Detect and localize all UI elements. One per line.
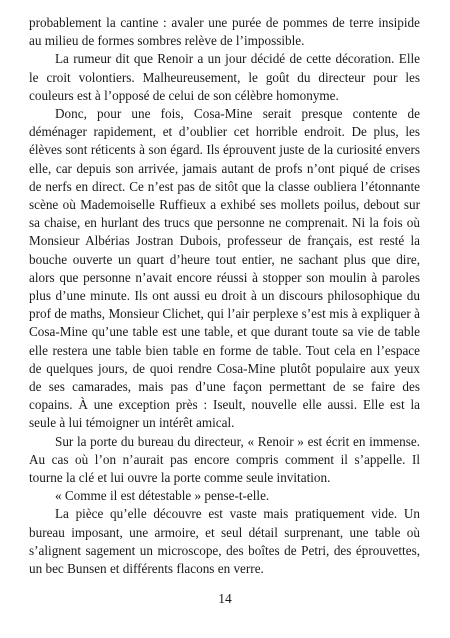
- page-number: 14: [218, 591, 232, 606]
- paragraph-pensee: « Comme il est détestable » pense-t-elle.: [55, 488, 270, 504]
- body-text: [29, 14, 420, 578]
- paragraph-porte: Sur la porte du bureau du directeur, « Renoir » est écrit en immense. Au cas où l’on n’aurait pas encore compris comment il s’appelle. Il tourne la clé et lui ouvre la porte comme seule invitation.: [29, 433, 420, 486]
- paragraph-rumeur: La rumeur dit que Renoir a un jour décidé de cette décoration. Elle le croit volontiers. Malheureusement, le goût du directeur pour les couleurs est à l’opposé de celui de son célèbre homonyme.: [29, 51, 420, 103]
- paragraph-donc: Donc, pour une fois, Cosa-Mine serait presque contente de déménager rapidement, et d’oublier cet horrible endroit. De plus, les élèves sont réticents à son égard. Ils éprouvent juste de la curiosité envers elle, car depuis son arrivée, jamais autant de profs n’ont piqué de crises de nerfs en direct. Ce n’est pas de sitôt que la classe oubliera l’étonnante scène où Mademoiselle Ruffieux a exhibé ses mollets poilus, debout sur sa chaise, en hurlant des trucs que personne ne comprenait. Ni la fois où Monsieur Albérias Jostran Dubois, professeur de français, est resté la bouche ouverte un quart d’heure tout entier, ne sachant plus que dire, alors que personne n’avait encore réussi à stopper son moulin à paroles plus d’une minute. Ils ont aussi eu droit à un discours philosophique du prof de maths, Monsieur Clichet, qui l’air perplexe s’est mis à expliquer à Cosa-Mine qu’une table est une table, et que durant toute sa vie de table elle restera une table bien table en forme de table. Tout cela en l’espace de quelques jours, de quoi rendre Cosa-Mine plutôt populaire aux yeux de ses camarades, mais pas d’une façon permettant de se faire des copains. À une exception près : Iseult, nouvelle elle aussi. Elle est la seule à lui témoigner un intérêt amical.: [29, 106, 420, 431]
- paragraph-piece: La pièce qu’elle découvre est vaste mais pratiquement vide. Un bureau imposant, une armoire, et seul détail surprenant, une table où s’alignent sagement un microscope, des boîtes de Petri, des éprouvettes, un bec Bunsen et différents flacons en verre.: [29, 506, 420, 577]
- paragraph-continuation: probablement la cantine : avaler une purée de pommes de terre insipide au milieu de formes sombres relève de l’impossible.: [29, 15, 420, 49]
